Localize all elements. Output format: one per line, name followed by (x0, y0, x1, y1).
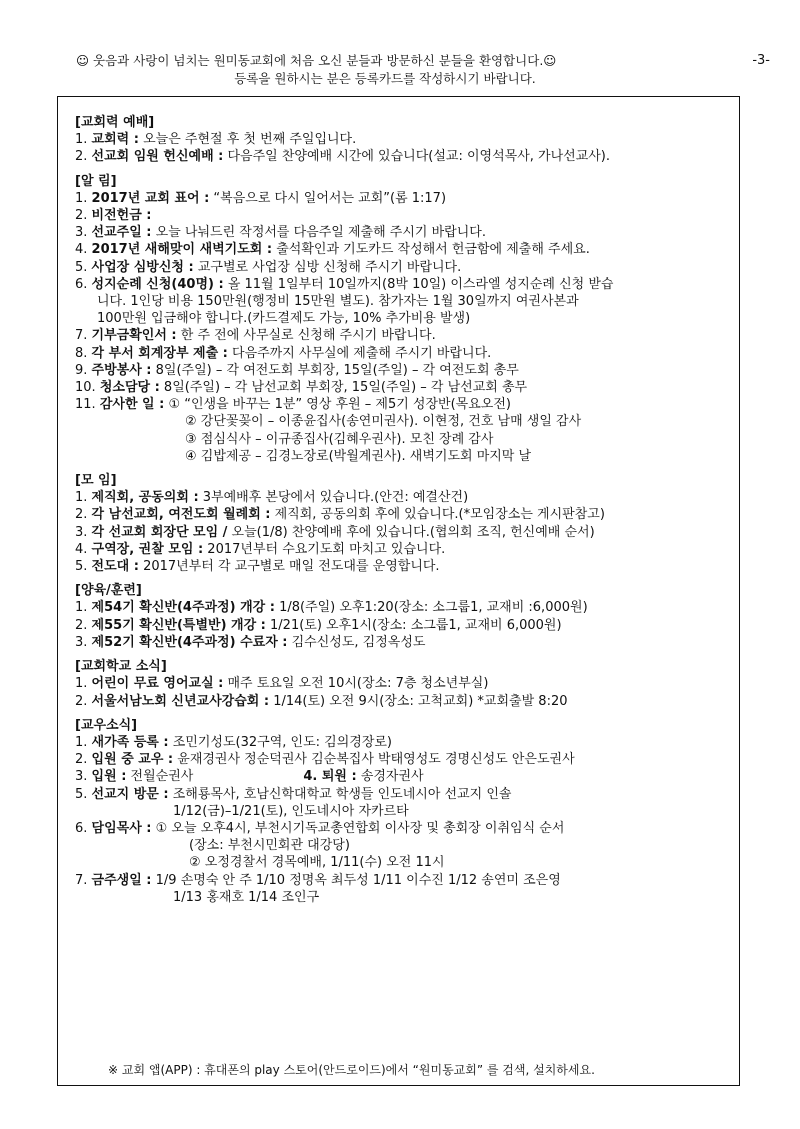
list-item (75, 751, 740, 768)
item-number: 2. (75, 208, 88, 224)
item-text: 김수신성도, 김정옥성도 (287, 634, 426, 650)
welcome-line (60, 52, 770, 70)
section-title: [교회력 예배] (75, 115, 155, 130)
list-item (75, 241, 740, 258)
item-text: 오늘은 주현절 후 첫 번째 주일입니다. (138, 132, 357, 148)
item-label: 제54기 확신반(4주과정) 개강 : (91, 600, 275, 616)
item-label: 비전헌금 : (91, 208, 152, 224)
item-label: 선교회 임원 헌신예배 : (91, 149, 224, 165)
item-label: 성지순례 신청(40명) : (91, 276, 224, 292)
item-text: 1/21(토) 오후1시(장소: 소그룹1, 교재비 6,000원) (265, 617, 562, 633)
item-label: 4. 퇴원 : (303, 769, 357, 785)
item-number: 6. (75, 276, 88, 292)
item-number: 5. (75, 786, 88, 802)
item-label: 각 남선교회, 여전도회 월례회 : (91, 507, 271, 523)
section-title: [교우소식] (75, 717, 138, 733)
list-item (75, 872, 740, 889)
section-title: [알 림] (75, 173, 117, 189)
item-text: 1/8(주일) 오후1:20(장소: 소그룹1, 교재비 :6,000원) (274, 600, 588, 616)
item-number: 10. (75, 380, 96, 396)
item-text: 제직회, 공동의회 후에 있습니다.(*모임장소는 게시판참고) (270, 507, 605, 523)
register-line: 등록을 원하시는 분은 등록카드를 작성하시기 바랍니다. (234, 71, 536, 86)
item-number: 1. (75, 600, 88, 616)
page-header (60, 52, 770, 88)
item-label: 각 부서 회계장부 제출 : (91, 345, 228, 361)
item-text: ① 오늘 오후4시, 부천시기독교총연합회 이사장 및 총회장 이취임식 순서 (151, 820, 565, 836)
item-text: 교구별로 사업장 심방 신청해 주시기 바랍니다. (193, 259, 462, 275)
item-number: 2. (75, 507, 88, 523)
item-text: 송경자권사 (356, 769, 424, 785)
item-number: 8. (75, 345, 88, 361)
item-number: 1. (75, 132, 88, 148)
item-number: 1. (75, 734, 88, 750)
section (75, 472, 740, 575)
item-text: 오늘(1/8) 찬양예배 후에 있습니다.(협의회 조직, 헌신예배 순서) (227, 524, 595, 540)
item-label: 주방봉사 : (91, 362, 152, 378)
item-label: 서울서남노회 신년교사강습회 : (91, 693, 270, 709)
list-item (75, 276, 740, 293)
item-number: 9. (75, 362, 88, 378)
item-continuation: (장소: 부천시민회관 대강당) (189, 838, 350, 854)
item-continuation: ② 강단꽃꽂이 – 이종윤집사(송연미권사). 이현정, 건호 남매 생일 감사 (185, 414, 582, 430)
item-number: 11. (75, 397, 96, 413)
item-text: 2017년부터 수요기도회 마치고 있습니다. (203, 541, 446, 557)
item-label: 사업장 심방신청 : (91, 259, 194, 275)
item-text: 3부예배후 본당에서 있습니다.(안건: 예결산건) (198, 490, 469, 506)
item-text: 다음주일 찬양예배 시간에 있습니다(설교: 이영석목사, 가나선교사). (223, 149, 611, 165)
item-text: 조해룡목사, 호남신학대학교 학생들 인도네시아 선교지 인솔 (168, 786, 512, 802)
section (75, 173, 740, 465)
list-item (75, 396, 740, 413)
item-text: “복음으로 다시 일어서는 교회”(롬 1:17) (209, 190, 447, 206)
item-label: 어린이 무료 영어교실 : (91, 676, 224, 692)
list-item (75, 734, 740, 751)
item-number: 4. (75, 541, 88, 557)
item-label: 전도대 : (91, 559, 139, 575)
item-label: 2017년 교회 표어 : (91, 190, 210, 206)
page-number: -3- (752, 53, 770, 68)
item-label: 선교주일 : (91, 225, 152, 241)
list-item (75, 786, 740, 803)
list-item (75, 259, 740, 276)
item-label: 교회력 : (91, 132, 139, 148)
list-item (75, 207, 740, 224)
list-item (75, 693, 740, 710)
item-number: 2. (75, 149, 88, 165)
list-item (75, 327, 740, 344)
list-item (75, 345, 740, 362)
item-label: 2017년 새해맞이 새벽기도회 : (91, 242, 273, 258)
item-number: 6. (75, 820, 88, 836)
item-label: 구역장, 권찰 모임 : (91, 541, 204, 557)
item-continuation: ③ 점심식사 – 이규종집사(김혜우권사). 모친 장례 감사 (185, 431, 494, 447)
item-text: 윤재경권사 정순덕권사 김순복집사 박태영성도 경명신성도 안은도권사 (173, 752, 575, 768)
section (75, 658, 740, 710)
item-text: 1/14(토) 오전 9시(장소: 고척교회) *교회출발 8:20 (269, 693, 568, 709)
list-item (75, 599, 740, 616)
item-label: 새가족 등록 : (91, 734, 169, 750)
item-text: 매주 토요일 오전 10시(장소: 7층 청소년부실) (223, 676, 489, 692)
item-label: 감사한 일 : (99, 397, 165, 413)
item-number: 3. (75, 225, 88, 241)
list-item (75, 506, 740, 523)
list-item (75, 362, 740, 379)
item-text: 오늘 나눠드린 작정서를 다음주일 제출해 주시기 바랍니다. (151, 225, 486, 241)
item-number: 1. (75, 676, 88, 692)
item-number: 1. (75, 490, 88, 506)
section (75, 582, 740, 651)
list-item (75, 558, 740, 575)
list-item (75, 634, 740, 651)
list-item (75, 379, 740, 396)
item-number: 5. (75, 259, 88, 275)
list-item (75, 524, 740, 541)
item-label: 기부금확인서 : (91, 328, 177, 344)
item-label: 선교지 방문 : (91, 786, 169, 802)
item-text: 전월순권사 (126, 769, 194, 785)
item-label: 청소담당 : (99, 380, 160, 396)
item-number: 2. (75, 617, 88, 633)
item-text: 조민기성도(32구역, 인도: 김의경장로) (168, 734, 393, 750)
item-text: 2017년부터 각 교구별로 매일 전도대를 운영합니다. (138, 559, 440, 575)
item-number: 2. (75, 752, 88, 768)
item-text: 8일(주일) – 각 남선교회 부회장, 15일(주일) – 각 남선교회 총무 (159, 380, 528, 396)
item-number: 7. (75, 872, 88, 888)
item-number: 4. (75, 242, 88, 258)
item-continuation: ④ 김밥제공 – 김경노장로(박월계권사). 새벽기도회 마지막 날 (185, 448, 532, 464)
item-text: ① “인생을 바꾸는 1분” 영상 후원 – 제5기 성장반(목요오전) (164, 397, 511, 413)
item-continuation: 1/13 홍재호 1/14 조인구 (173, 889, 320, 905)
welcome-text: ☺ 웃음과 사랑이 넘치는 원미동교회에 처음 오신 분들과 방문하신 분들을 환영합니다.☺ (76, 53, 557, 68)
item-text: 출석확인과 기도카드 작성해서 헌금함에 제출해 주세요. (272, 242, 590, 258)
item-number: 3. (75, 769, 88, 785)
item-text: 한 주 전에 사무실로 신청해 주시기 바랍니다. (176, 328, 436, 344)
item-label: 제55기 확신반(특별반) 개강 : (91, 617, 266, 633)
item-continuation: 1/12(금)–1/21(토), 인도네시아 자카르타 (173, 803, 409, 819)
item-continuation: 니다. 1인당 비용 150만원(행정비 15만원 별도). 참가자는 1월 30일까지 여권사본과 (97, 294, 579, 310)
item-number: 2. (75, 693, 88, 709)
list-item (75, 675, 740, 692)
section-title: [교회학교 소식] (75, 659, 167, 675)
item-label: 제52기 확신반(4주과정) 수료자 : (91, 634, 288, 650)
item-label: 입원 : (91, 769, 127, 785)
list-item (75, 768, 740, 785)
list-item (75, 131, 740, 148)
section (75, 717, 740, 906)
item-number: 1. (75, 190, 88, 206)
item-continuation: 100만원 입금해야 합니다.(카드결제도 가능, 10% 추가비용 발생) (97, 311, 471, 327)
item-number: 5. (75, 559, 88, 575)
list-item (75, 489, 740, 506)
item-label: 제직회, 공동의회 : (91, 490, 199, 506)
item-label: 각 선교회 회장단 모임 / (91, 524, 228, 540)
list-item (75, 820, 740, 837)
section (75, 114, 740, 166)
item-text: 올 11월 1일부터 10일까지(8박 10일) 이스라엘 성지순례 신청 받습 (223, 276, 614, 292)
list-item (75, 224, 740, 241)
item-label: 금주생일 : (91, 872, 152, 888)
app-notice: ※ 교회 앱(APP) : 휴대폰의 play 스토어(안드로이드)에서 “원미동교회” 를 검색, 설치하세요. (108, 1063, 595, 1077)
list-item (75, 541, 740, 558)
item-number: 3. (75, 524, 88, 540)
list-item (75, 617, 740, 634)
item-continuation: ② 오정경찰서 경목예배, 1/11(수) 오전 11시 (189, 855, 445, 871)
item-text: 8일(주일) – 각 여전도회 부회장, 15일(주일) – 각 여전도회 총무 (151, 362, 519, 378)
list-item (75, 190, 740, 207)
bulletin-content (75, 114, 740, 913)
item-number: 3. (75, 634, 88, 650)
list-item (75, 148, 740, 165)
item-label: 입원 중 교우 : (91, 752, 174, 768)
item-text: 다음주까지 사무실에 제출해 주시기 바랍니다. (227, 345, 492, 361)
item-number: 7. (75, 328, 88, 344)
item-text: 1/9 손명숙 안 주 1/10 정명옥 최두성 1/11 이수진 1/12 송연미 조은영 (151, 872, 561, 888)
item-label: 담임목사 : (91, 820, 152, 836)
section-title: [양육/훈련] (75, 583, 142, 599)
section-title: [모 임] (75, 473, 117, 489)
